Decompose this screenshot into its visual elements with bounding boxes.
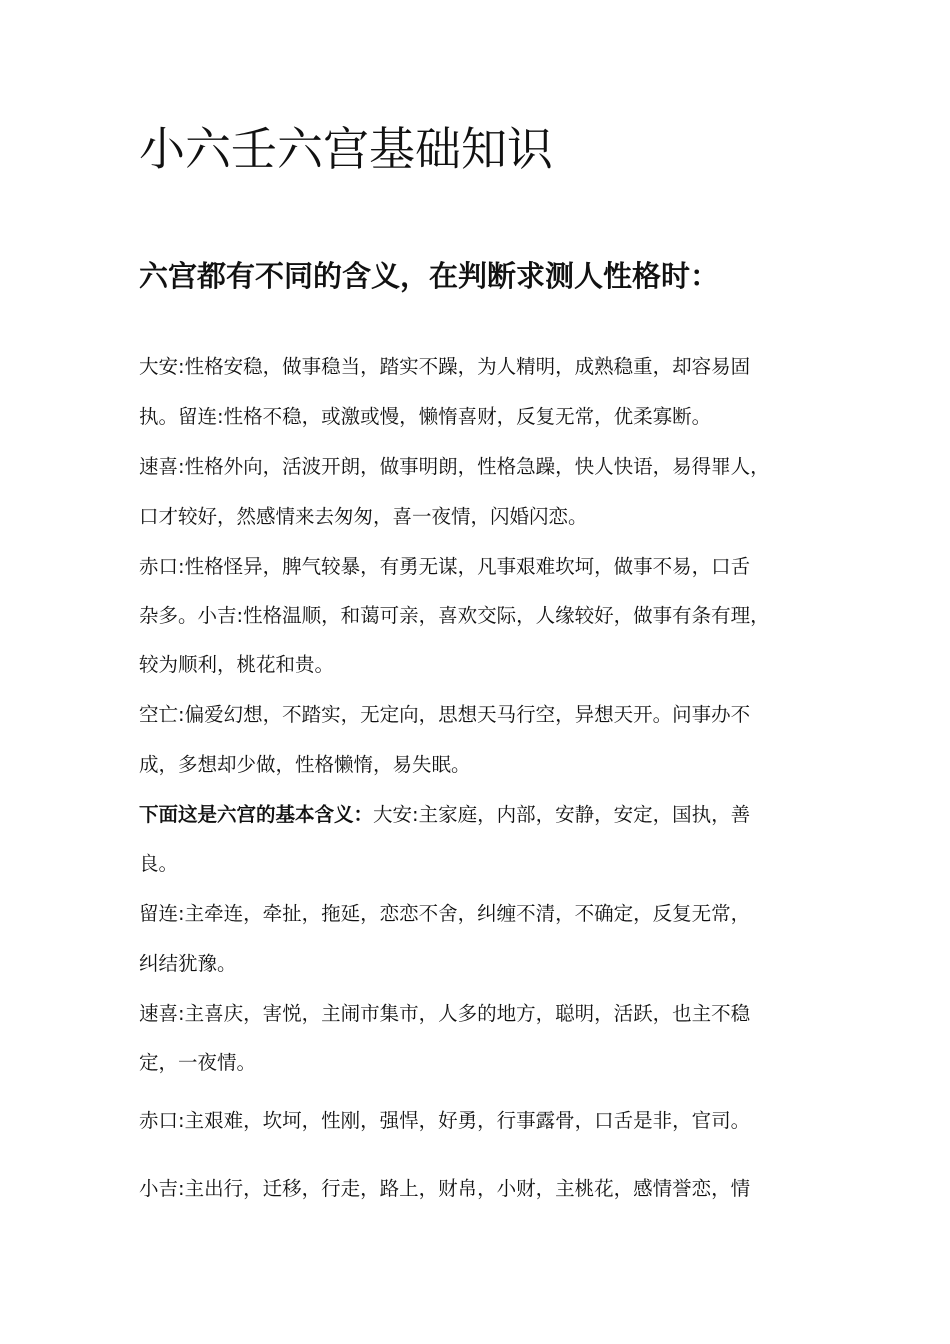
paragraph-line: 良。 [139,852,179,875]
paragraph-line: 赤口:主艰难，坎坷，性刚，强悍，好勇，行事露骨，口舌是非，官司。 [139,1109,751,1132]
paragraph-line: 留连:主牵连，牵扯，拖延，恋恋不舍，纠缠不清，不确定，反复无常， [139,902,751,925]
paragraph-line: 定，一夜情。 [139,1051,257,1074]
paragraph-line: 赤口:性格怪异，脾气较暴，有勇无谋，凡事艰难坎坷，做事不易，口舌 [139,555,751,578]
paragraph-line: 杂多。小吉:性格温顺，和蔼可亲，喜欢交际，人缘较好，做事有条有理， [139,604,770,627]
paragraph-line: 速喜:性格外向，活波开朗，做事明朗，性格急躁，快人快语，易得罪人， [139,455,770,478]
paragraph-line: 小吉:主出行，迁移，行走，路上，财帛，小财，主桃花，感情誉恋，情 [139,1177,751,1200]
paragraph-line: 成，多想却少做，性格懒惰，易失眠。 [139,753,471,776]
document-title: 小六壬六宫基础知识 [139,122,553,176]
paragraph-line: 纠结犹豫。 [139,952,237,975]
basic-meaning-first: 大安:主家庭，内部，安静，安定，国执，善 [373,803,751,826]
paragraph-line: 执。留连:性格不稳，或激或慢，懒惰喜财，反复无常，优柔寡断。 [139,405,712,428]
paragraph-line: 大安:性格安稳，做事稳当，踏实不躁，为人精明，成熟稳重，却容易固 [139,355,751,378]
section-heading: 六宫都有不同的含义，在判断求测人性格时： [139,259,720,293]
paragraph-line: 较为顺利，桃花和贵。 [139,653,335,676]
paragraph-line: 速喜:主喜庆，害悦，主闹市集市，人多的地方，聪明，活跃，也主不稳 [139,1002,751,1025]
paragraph-line [139,800,750,830]
paragraph-line: 口才较好，然感情来去匆匆，喜一夜情，闪婚闪恋。 [139,505,588,528]
basic-meaning-heading: 下面这是六宫的基本含义： [139,803,374,826]
paragraph-line: 空亡:偏爱幻想，不踏实，无定向，思想天马行空，异想天开。问事办不 [139,703,751,726]
